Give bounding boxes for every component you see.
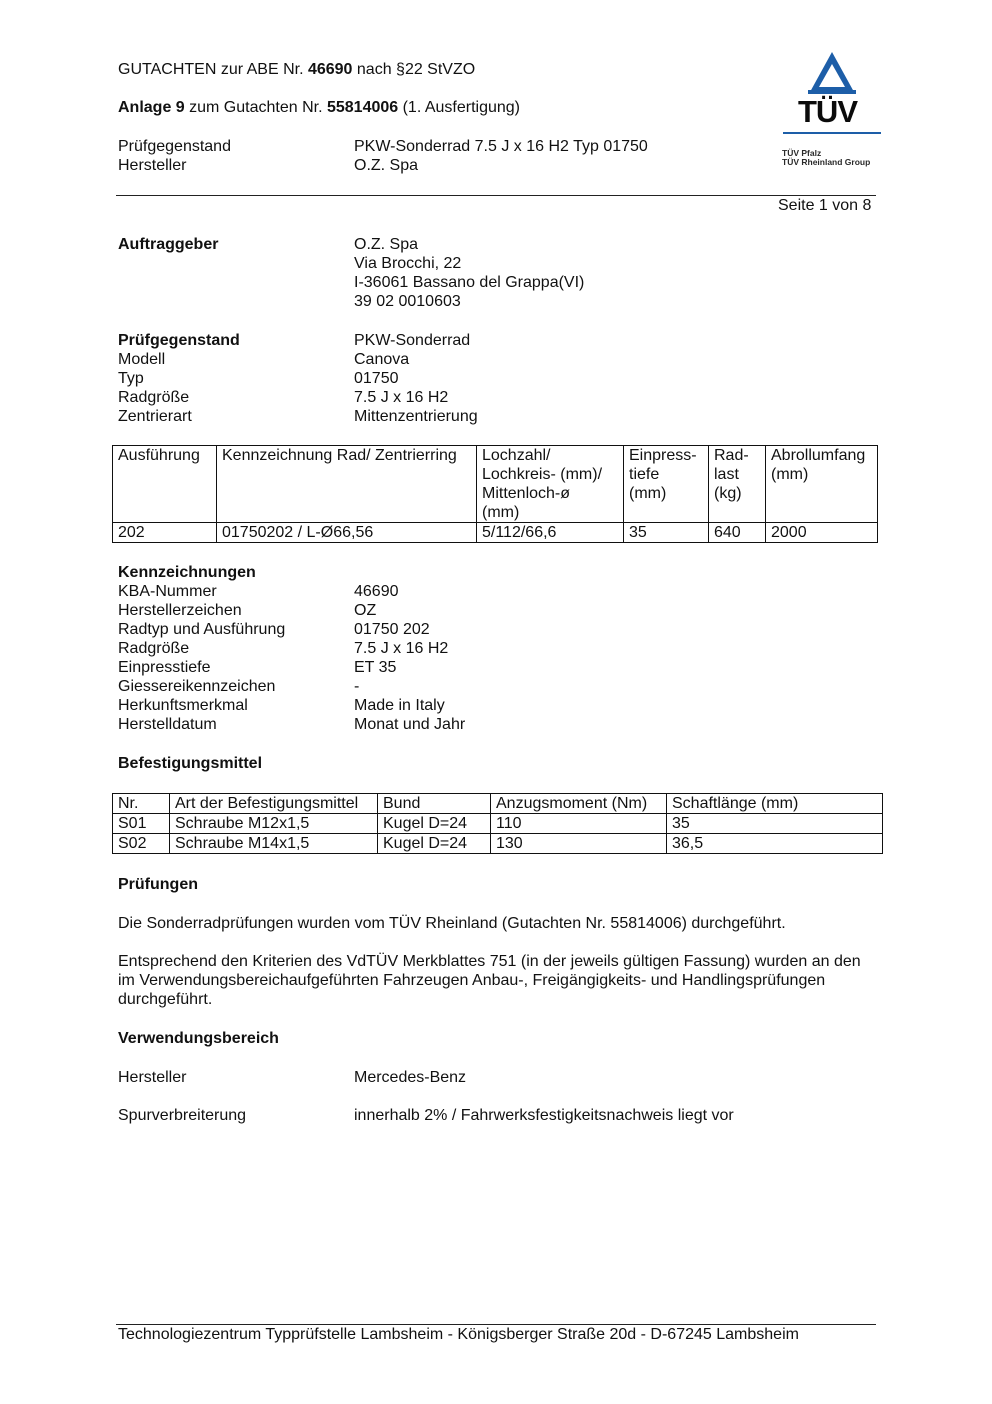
table-cell: 35: [667, 814, 883, 834]
table-cell: 130: [491, 834, 667, 854]
table-header-cell: Nr.: [113, 794, 170, 814]
table-cell: Schraube M12x1,5: [170, 814, 378, 834]
document-title: [118, 60, 475, 79]
table-header-cell: Schaftlänge (mm): [667, 794, 883, 814]
spec-label: Modell: [118, 351, 166, 368]
spec-label: Typ: [118, 370, 144, 387]
header-pruef-value: PKW-Sonderrad 7.5 J x 16 H2 Typ 01750: [354, 138, 648, 155]
table-header-cell: Bund: [378, 794, 491, 814]
table-cell: 01750202 / L-Ø66,56: [217, 523, 477, 543]
header-hersteller-value: O.Z. Spa: [354, 157, 419, 174]
table-header-cell: Abrollumfang (mm): [766, 446, 878, 523]
table-cell: 35: [624, 523, 709, 543]
verwendung-spur-value: innerhalb 2% / Fahrwerksfestigkeitsnachweis liegt vor: [354, 1107, 734, 1124]
header-pruef-label: Prüfgegenstand: [118, 138, 231, 155]
title-suffix: nach §22 StVZO: [352, 61, 476, 78]
spec-value: 7.5 J x 16 H2: [354, 389, 449, 406]
table-header-cell: Lochzahl/ Lochkreis- (mm)/ Mittenloch-ø (mm): [477, 446, 624, 523]
verwendung-hersteller-label: Hersteller: [118, 1069, 187, 1086]
marking-label: Einpresstiefe: [118, 659, 211, 676]
pruefungen-para-2: Entsprechend den Kriterien des VdTÜV Merkblattes 751 (in der jeweils gültigen Fassung) wurden an den im Verwendungsbereichaufgeführten Fahrzeugen Anbau-, Freigängigkeits- und Handlingsprüfungen durchgeführt.: [118, 953, 861, 1008]
table-cell: 640: [709, 523, 766, 543]
footer-text: Technologiezentrum Typprüfstelle Lambsheim - Königsberger Straße 20d - D-67245 Lambsheim: [118, 1326, 799, 1343]
table-cell: Schraube M14x1,5: [170, 834, 378, 854]
marking-label: Giessereikennzeichen: [118, 678, 276, 695]
auftraggeber-label: Auftraggeber: [118, 236, 219, 253]
header-hersteller-label: Hersteller: [118, 157, 187, 174]
pruefungen-para-1: Die Sonderradprüfungen wurden vom TÜV Rheinland (Gutachten Nr. 55814006) durchgeführt.: [118, 915, 786, 932]
annex-line: [118, 98, 520, 117]
auftraggeber-line: 39 02 0010603: [354, 293, 461, 310]
spec-label: Radgröße: [118, 389, 190, 406]
table-cell: 2000: [766, 523, 878, 543]
befestigung-table: [112, 793, 883, 854]
marking-value: Made in Italy: [354, 697, 445, 714]
tuv-brand: TÜV: [798, 94, 857, 129]
page-indicator: Seite 1 von 8: [778, 197, 872, 214]
marking-label: Radgröße: [118, 640, 190, 657]
spec-value: 01750: [354, 370, 399, 387]
table-header-cell: Einpress- tiefe (mm): [624, 446, 709, 523]
verwendung-heading-text: Verwendungsbereich: [118, 1030, 279, 1047]
spec-label: Zentrierart: [118, 408, 192, 425]
table-header-row: [113, 446, 878, 523]
report-number: 55814006: [326, 99, 399, 116]
annex-label: Anlage 9: [118, 99, 185, 116]
marking-value: ET 35: [354, 659, 397, 676]
marking-value: 7.5 J x 16 H2: [354, 640, 449, 657]
auftraggeber-line: I-36061 Bassano del Grappa(VI): [354, 274, 585, 291]
table-header-cell: Anzugsmoment (Nm): [491, 794, 667, 814]
header-divider: [116, 195, 876, 196]
marking-label: KBA-Nummer: [118, 583, 217, 600]
logo-bar: [783, 132, 881, 134]
pruefungen-heading: [118, 875, 198, 894]
logo-sub1: TÜV Pfalz: [782, 148, 822, 158]
tuv-triangle-icon: [780, 50, 884, 96]
verwendung-heading: [118, 1029, 279, 1048]
pruefgegenstand-heading-value: PKW-Sonderrad: [354, 332, 471, 349]
marking-value: -: [354, 678, 360, 695]
tuv-logo: [780, 50, 884, 175]
table-header-cell: Art der Befestigungsmittel: [170, 794, 378, 814]
marking-value: OZ: [354, 602, 377, 619]
table-row: [113, 814, 883, 834]
table-header-cell: Rad- last (kg): [709, 446, 766, 523]
table-cell: S02: [113, 834, 170, 854]
abe-number: 46690: [307, 61, 353, 78]
marking-value: 01750 202: [354, 621, 430, 638]
title-prefix: GUTACHTEN zur ABE Nr.: [118, 61, 308, 78]
marking-value: 46690: [354, 583, 399, 600]
auftraggeber-line: O.Z. Spa: [354, 236, 419, 253]
table-cell: Kugel D=24: [378, 834, 491, 854]
auftraggeber-line: Via Brocchi, 22: [354, 255, 462, 272]
spec-value: Canova: [354, 351, 410, 368]
verwendung-spur-label: Spurverbreiterung: [118, 1107, 247, 1124]
pruefungen-heading-text: Prüfungen: [118, 876, 198, 893]
marking-label: Herstelldatum: [118, 716, 217, 733]
annex-suffix: (1. Ausfertigung): [398, 99, 520, 116]
marking-label: Radtyp und Ausführung: [118, 621, 286, 638]
table-header-cell: Kennzeichnung Rad/ Zentrierring: [217, 446, 477, 523]
table-cell: 110: [491, 814, 667, 834]
spec-value: Mittenzentrierung: [354, 408, 478, 425]
marking-value: Monat und Jahr: [354, 716, 466, 733]
table-header-row: [113, 794, 883, 814]
pruefgegenstand-heading: Prüfgegenstand: [118, 332, 240, 349]
table-cell: 5/112/66,6: [477, 523, 624, 543]
table-cell: 36,5: [667, 834, 883, 854]
verwendung-hersteller-value: Mercedes-Benz: [354, 1069, 467, 1086]
rad-table: [112, 445, 878, 543]
table-header-cell: Ausführung: [113, 446, 217, 523]
kennzeichnungen-heading: Kennzeichnungen: [118, 564, 256, 581]
table-cell: S01: [113, 814, 170, 834]
annex-mid: zum Gutachten Nr.: [184, 99, 327, 116]
befestigung-heading: [118, 754, 262, 773]
befestigung-heading-text: Befestigungsmittel: [118, 755, 263, 772]
table-row: [113, 523, 878, 543]
marking-label: Herstellerzeichen: [118, 602, 242, 619]
table-row: [113, 834, 883, 854]
table-cell: 202: [113, 523, 217, 543]
table-cell: Kugel D=24: [378, 814, 491, 834]
logo-sub2: TÜV Rheinland Group: [782, 157, 871, 167]
marking-label: Herkunftsmerkmal: [118, 697, 248, 714]
